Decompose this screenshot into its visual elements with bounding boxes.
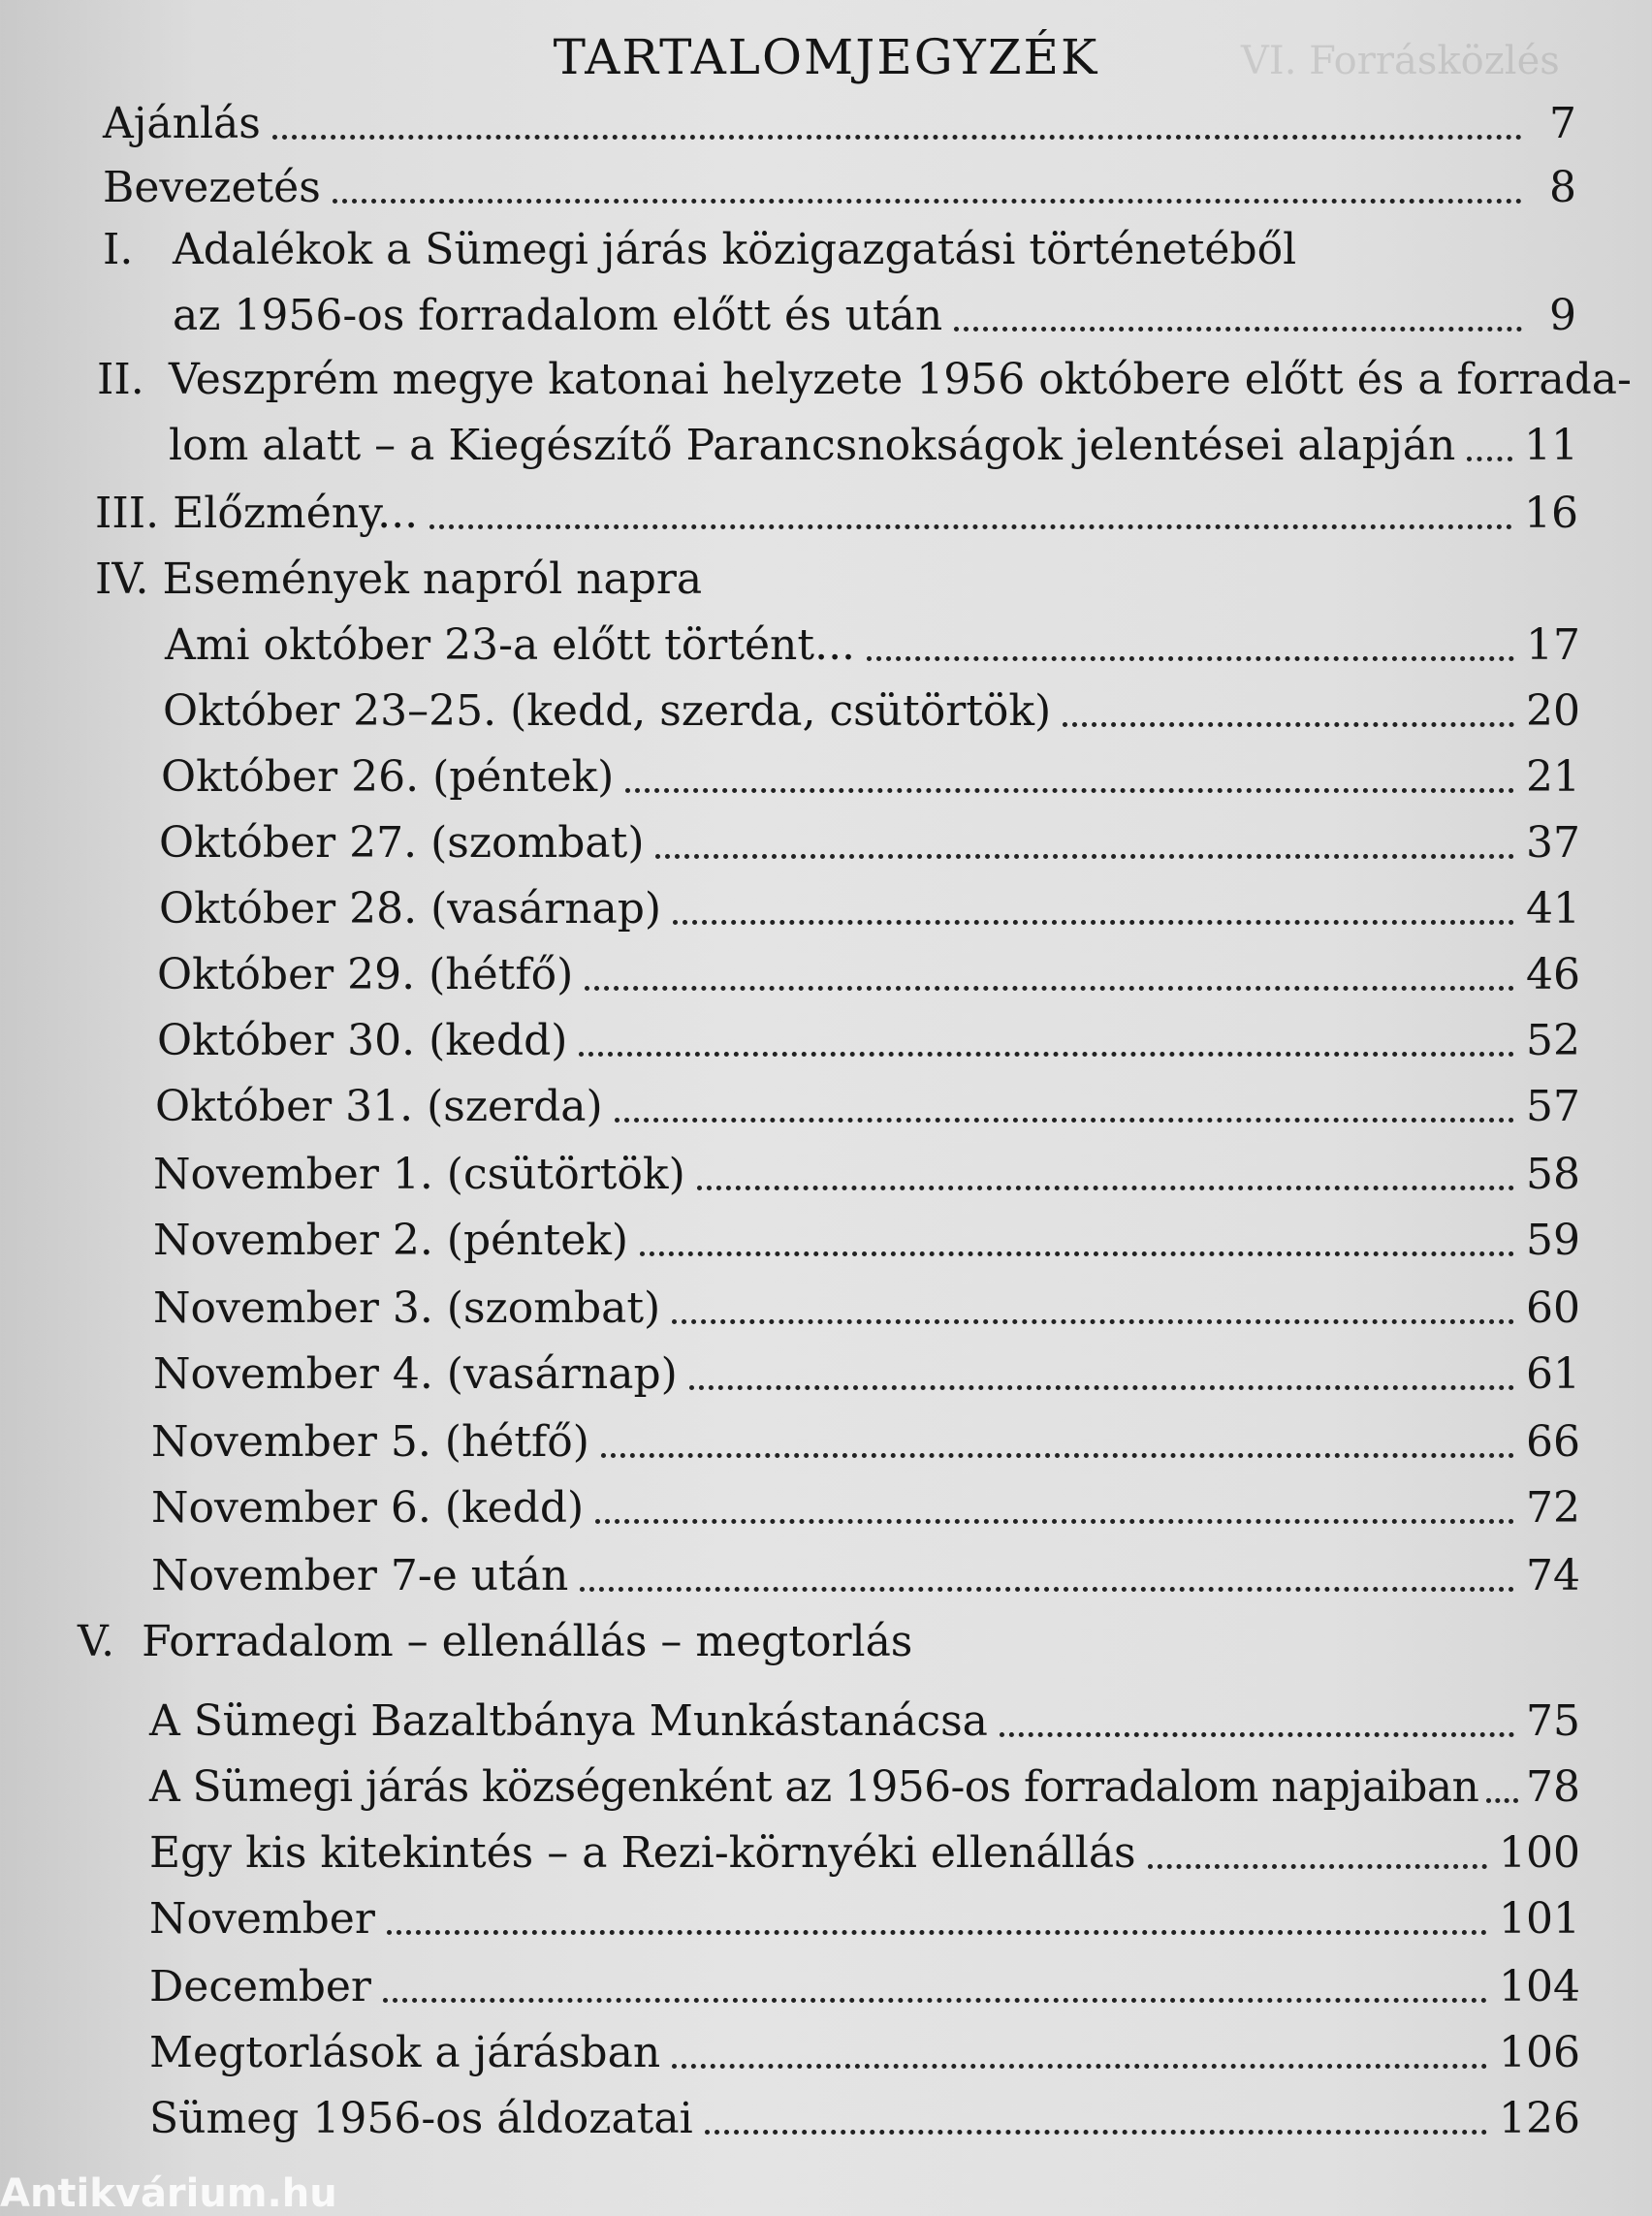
dot-leader — [1486, 1789, 1518, 1803]
toc-entry — [149, 1958, 1580, 2016]
entry-page-number: 66 — [1526, 1417, 1580, 1467]
entry-label: Október 23–25. (kedd, szerda, csütörtök) — [163, 686, 1052, 736]
entry-label: az 1956-os forradalom előtt és után — [173, 291, 943, 340]
toc-entry — [153, 1212, 1580, 1270]
toc-entry-chapter-4 — [95, 551, 1578, 609]
entry-page-number: 58 — [1526, 1150, 1580, 1199]
entry-label: Megtorlások a járásban — [149, 2028, 661, 2077]
toc-entry-bevezetes — [103, 159, 1576, 217]
entry-page-number: 52 — [1526, 1016, 1580, 1065]
entry-page-number: 8 — [1549, 163, 1576, 212]
entry-label: Október 28. (vasárnap) — [159, 884, 662, 934]
dot-leader — [689, 1376, 1514, 1390]
entry-page-number: 57 — [1526, 1082, 1580, 1131]
entry-page-number: 11 — [1524, 421, 1578, 470]
entry-page-number: 100 — [1499, 1828, 1580, 1878]
toc-entry — [149, 1758, 1580, 1817]
entry-page-number: 75 — [1526, 1696, 1580, 1746]
toc-entry-ajanlas — [103, 95, 1576, 153]
entry-label: November 2. (péntek) — [153, 1216, 629, 1265]
toc-entry-chapter-5 — [78, 1613, 1580, 1671]
dot-leader — [383, 1988, 1487, 2003]
chapter-numeral: I. — [103, 225, 134, 274]
entry-label: November — [149, 1894, 375, 1944]
toc-entry — [149, 1693, 1580, 1751]
toc-entry — [159, 814, 1580, 872]
entry-label: November 5. (hétfő) — [151, 1417, 589, 1467]
entry-page-number: 16 — [1524, 489, 1578, 538]
entry-label: Adalékok a Sümegi járás közigazgatási történetéből — [173, 225, 1297, 274]
dot-leader — [1000, 1723, 1514, 1737]
dot-leader — [579, 1042, 1514, 1057]
toc-entry-chapter-2-line1 — [169, 351, 1632, 409]
entry-page-number: 59 — [1526, 1216, 1580, 1265]
dot-leader — [615, 1108, 1514, 1123]
entry-page-number: 46 — [1526, 950, 1580, 999]
chapter-numeral: IV. — [95, 554, 149, 604]
toc-entry — [159, 880, 1580, 938]
toc-entry — [153, 1345, 1580, 1404]
entry-page-number: 126 — [1499, 2094, 1580, 2143]
toc-entry — [149, 2024, 1580, 2082]
entry-label: December — [149, 1962, 371, 2011]
watermark-text: Antikvárium.hu — [0, 2171, 337, 2216]
chapter-numeral: V. — [78, 1617, 115, 1666]
dot-leader — [954, 317, 1522, 332]
entry-label: Ajánlás — [103, 99, 261, 148]
entry-label: Október 30. (kedd) — [157, 1016, 568, 1065]
dot-leader — [387, 1920, 1487, 1935]
toc-entry-chapter-2-line2 — [169, 417, 1578, 475]
toc-entry — [157, 946, 1580, 1004]
toc-entry — [149, 1824, 1580, 1883]
toc-entry — [153, 1280, 1580, 1338]
chapter-numeral: II. — [97, 355, 144, 404]
entry-page-number: 101 — [1499, 1894, 1580, 1944]
entry-label: lom alatt – a Kiegészítő Parancsnokságok jelentései alapján — [169, 421, 1456, 470]
toc-entry — [157, 1012, 1580, 1070]
dot-leader — [640, 1242, 1514, 1256]
dot-leader — [672, 1310, 1514, 1324]
toc-entry — [165, 617, 1580, 675]
toc-entry — [151, 1547, 1580, 1605]
entry-label: Október 29. (hétfő) — [157, 950, 574, 999]
entry-page-number: 9 — [1549, 291, 1576, 340]
dot-leader — [625, 778, 1514, 793]
entry-page-number: 20 — [1526, 686, 1580, 736]
entry-page-number: 61 — [1526, 1349, 1580, 1399]
entry-label: Bevezetés — [103, 163, 321, 212]
toc-entry — [155, 1078, 1580, 1136]
entry-label: Forradalom – ellenállás – megtorlás — [142, 1617, 913, 1666]
chapter-numeral: III. — [95, 489, 160, 538]
entry-label: Egy kis kitekintés – a Rezi-környéki ellenállás — [149, 1828, 1136, 1878]
entry-page-number: 74 — [1526, 1551, 1580, 1600]
entry-label: Veszprém megye katonai helyzete 1956 októbere előtt és a forrada- — [169, 355, 1632, 404]
toc-entry — [161, 748, 1580, 807]
dot-leader — [601, 1443, 1514, 1458]
dot-leader — [705, 2120, 1487, 2135]
dot-leader — [697, 1176, 1514, 1190]
toc-entry — [149, 1890, 1580, 1948]
entry-page-number: 78 — [1526, 1762, 1580, 1812]
dot-leader — [333, 189, 1522, 204]
entry-label: A Sümegi Bazaltbánya Munkástanácsa — [149, 1696, 988, 1746]
dot-leader — [429, 515, 1512, 529]
toc-entry — [149, 2090, 1580, 2148]
dot-leader — [595, 1509, 1514, 1524]
page-title: TARTALOMJEGYZÉK — [553, 29, 1099, 85]
entry-page-number: 72 — [1526, 1483, 1580, 1533]
entry-label: Előzmény... — [173, 489, 419, 538]
entry-page-number: 41 — [1526, 884, 1580, 934]
entry-label: Október 26. (péntek) — [161, 752, 615, 802]
entry-label: November 3. (szombat) — [153, 1283, 661, 1333]
entry-label: November 4. (vasárnap) — [153, 1349, 678, 1399]
entry-label: A Sümegi járás községenként az 1956-os forradalom napjaiban — [149, 1762, 1479, 1812]
entry-page-number: 37 — [1526, 818, 1580, 868]
toc-entry — [163, 682, 1580, 741]
dot-leader — [1148, 1854, 1487, 1869]
entry-page-number: 60 — [1526, 1283, 1580, 1333]
dot-leader — [672, 2054, 1487, 2069]
entry-page-number: 104 — [1499, 1962, 1580, 2011]
bleed-through-heading: VI. Forrásközlés — [1241, 39, 1560, 83]
entry-label: November 7-e után — [151, 1551, 569, 1600]
dot-leader — [272, 125, 1522, 140]
entry-page-number: 7 — [1549, 99, 1576, 148]
dot-leader — [673, 910, 1514, 925]
dot-leader — [655, 844, 1514, 859]
entry-page-number: 106 — [1499, 2028, 1580, 2077]
entry-label: Október 31. (szerda) — [155, 1082, 603, 1131]
entry-page-number: 17 — [1526, 620, 1580, 670]
toc-entry — [151, 1413, 1580, 1472]
entry-label: Sümeg 1956-os áldozatai — [149, 2094, 693, 2143]
entry-label: November 6. (kedd) — [151, 1483, 585, 1533]
entry-label: Október 27. (szombat) — [159, 818, 645, 868]
dot-leader — [1063, 712, 1514, 727]
entry-page-number: 21 — [1526, 752, 1580, 802]
dot-leader — [580, 1577, 1514, 1592]
dot-leader — [1467, 447, 1512, 461]
dot-leader — [585, 976, 1514, 991]
toc-entry-chapter-1-line1 — [173, 221, 1569, 279]
toc-entry — [151, 1479, 1580, 1537]
toc-entry — [153, 1146, 1580, 1204]
entry-label: Események napról napra — [162, 554, 703, 604]
toc-entry-chapter-3 — [95, 485, 1578, 543]
entry-label: November 1. (csütörtök) — [153, 1150, 685, 1199]
entry-label: Ami október 23-a előtt történt... — [165, 620, 856, 670]
dot-leader — [867, 647, 1514, 661]
toc-entry-chapter-1-line2 — [173, 287, 1576, 345]
